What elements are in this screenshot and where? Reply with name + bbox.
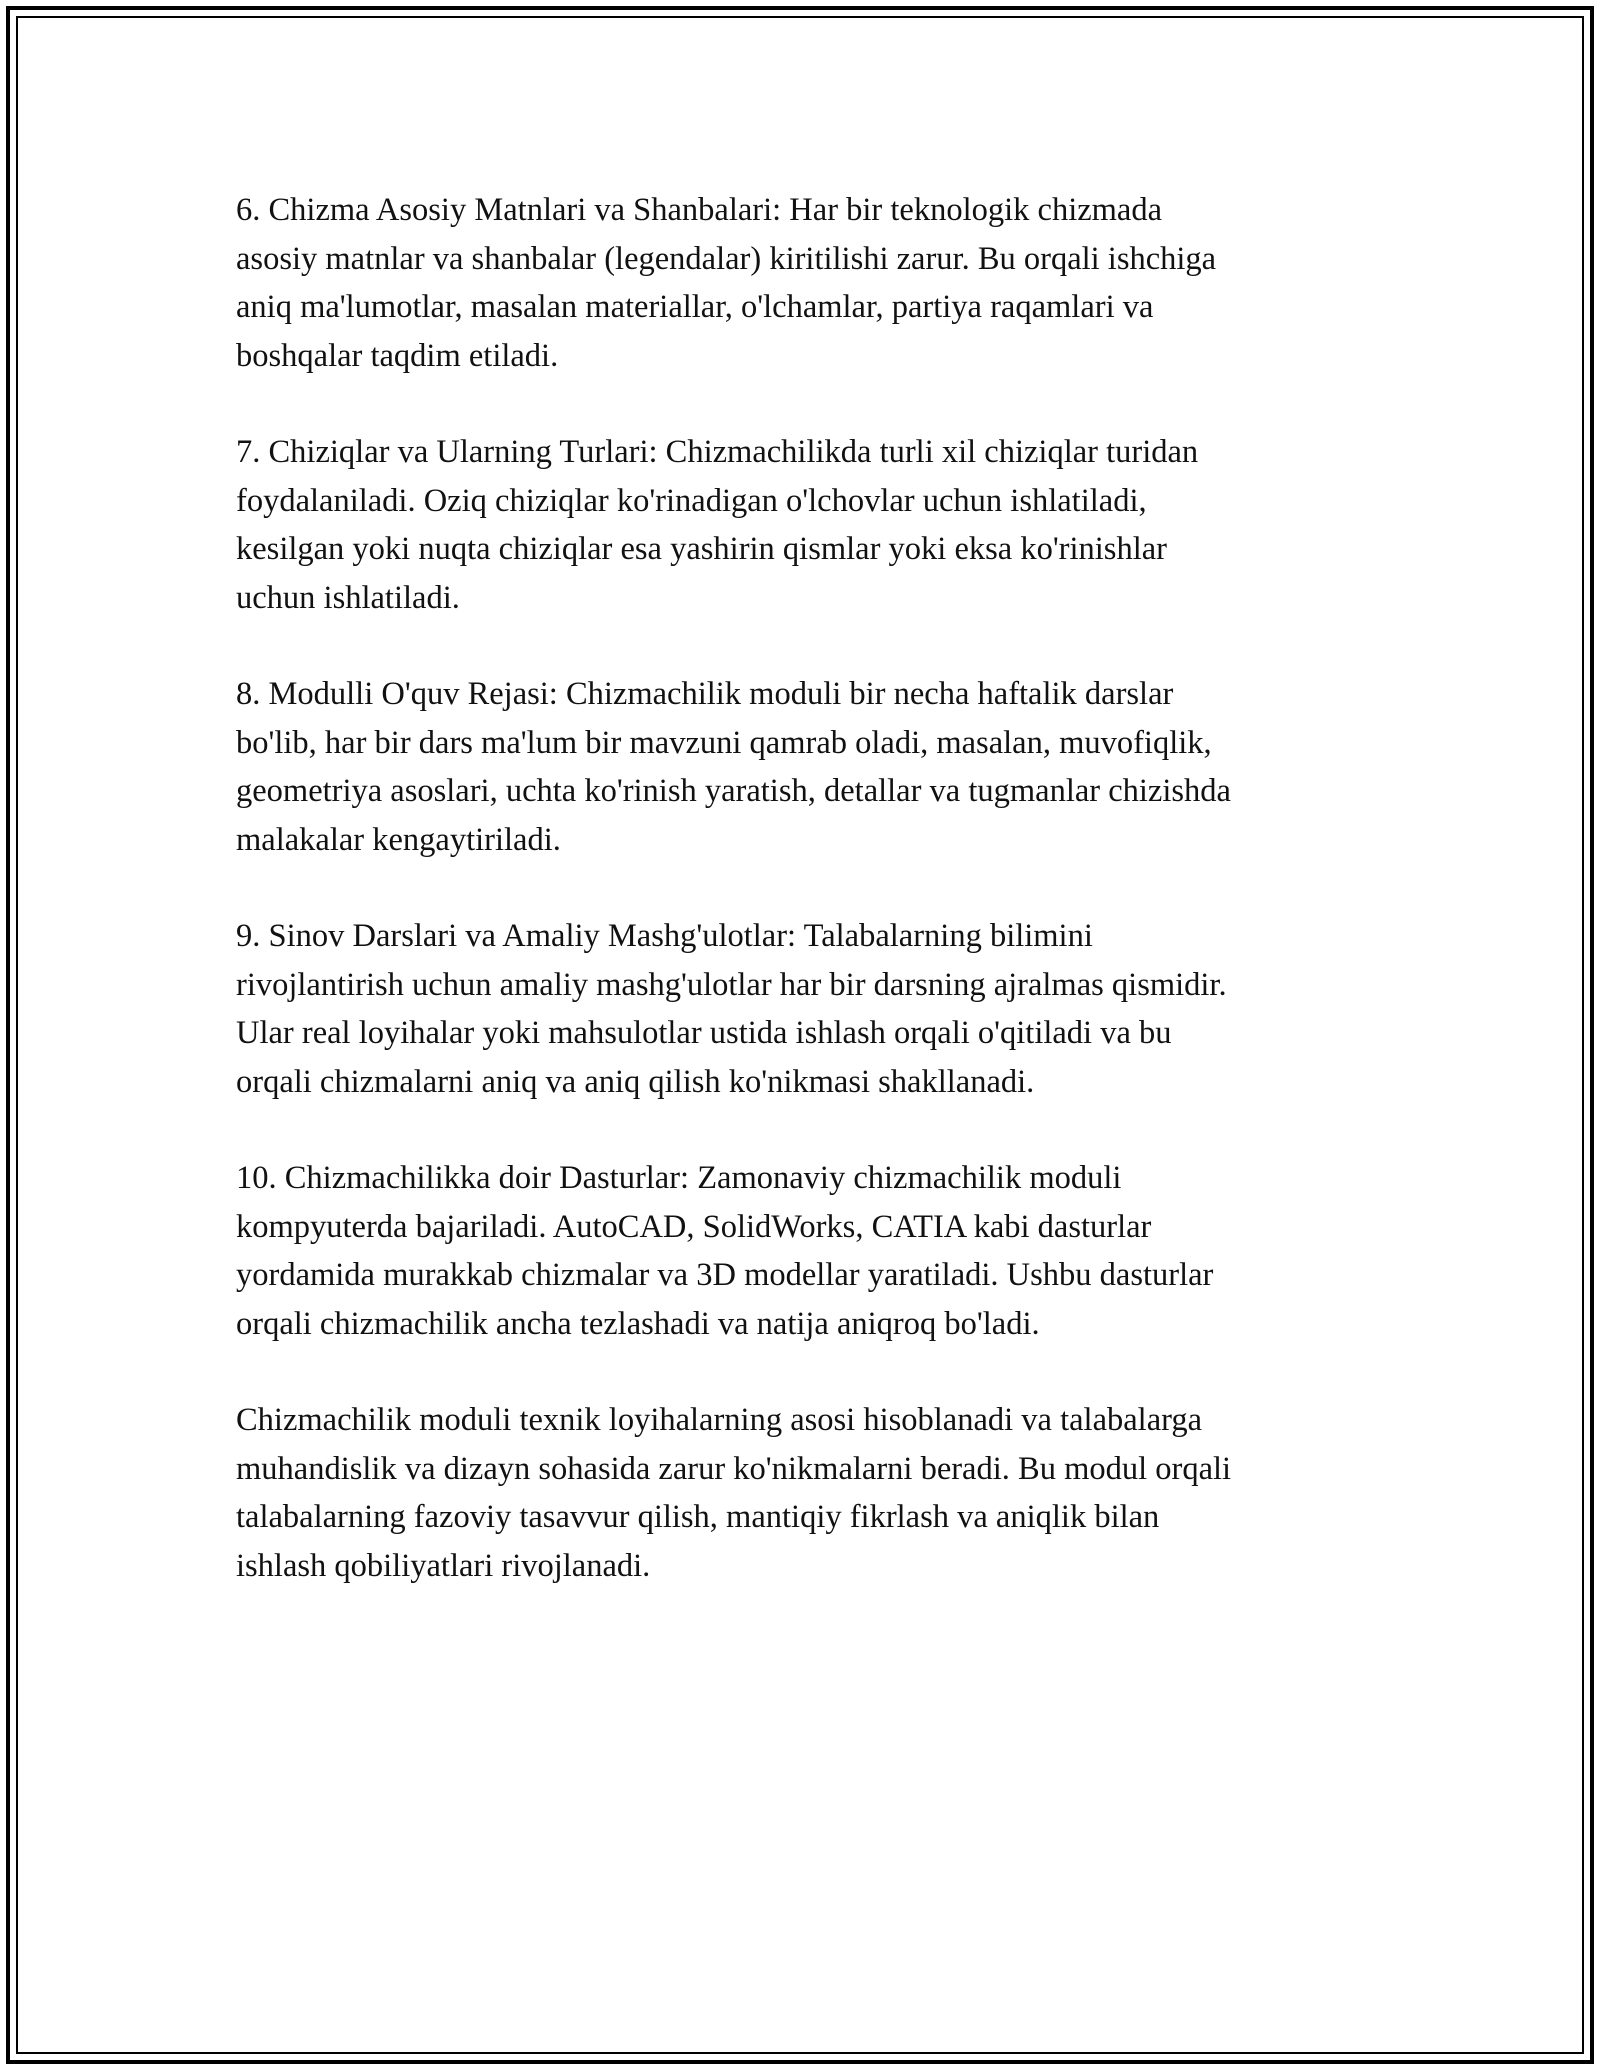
paragraph-7: 7. Chiziqlar va Ularning Turlari: Chizmachilikda turli xil chiziqlar turidan foydalaniladi. Oziq chiziqlar ko'rinadigan o'lchovlar uchun ishlatiladi, kesilgan yoki nuqta chiziqlar esa yashirin qismlar yoki eksa ko'rinishlar uchun ishlatiladi. bbox=[236, 434, 1199, 616]
paragraph-conclusion: Chizmachilik moduli texnik loyihalarning asosi hisoblanadi va talabalarga muhandislik va dizayn sohasida zarur ko'nikmalarni beradi. Bu modul orqali talabalarning fazoviy tasavvur qilish, mantiqiy fikrlash va aniqlik bilan ishlash qobiliyatlari rivojlanadi. bbox=[236, 1402, 1232, 1584]
paragraph-10: 10. Chizmachilikka doir Dasturlar: Zamonaviy chizmachilik moduli kompyuterda bajariladi. AutoCAD, SolidWorks, CATIA kabi dasturlar yordamida murakkab chizmalar va 3D modellar yaratiladi. Ushbu dasturlar orqali chizmachilik ancha tezlashadi va natija aniqroq bo'ladi. bbox=[236, 1160, 1214, 1342]
paragraph-6: 6. Chizma Asosiy Matnlari va Shanbalari: Har bir teknologik chizmada asosiy matnlar va shanbalar (legendalar) kiritilishi zarur. Bu orqali ishchiga aniq ma'lumotlar, masalan materiallar, o'lchamlar, partiya raqamlari va boshqalar taqdim etiladi. bbox=[236, 192, 1217, 374]
paragraph-8: 8. Modulli O'quv Rejasi: Chizmachilik moduli bir necha haftalik darslar bo'lib, har bir dars ma'lum bir mavzuni qamrab oladi, masalan, muvofiqlik, geometriya asoslari, uchta ko'rinish yaratish, detallar va tugmanlar chizishda malakalar kengaytiriladi. bbox=[236, 676, 1231, 858]
paragraph-9: 9. Sinov Darslari va Amaliy Mashg'ulotlar: Talabalarning bilimini rivojlantirish uchun amaliy mashg'ulotlar har bir darsning ajralmas qismidir. Ular real loyihalar yoki mahsulotlar ustida ishlash orqali o'qitiladi va bu orqali chizmalarni aniq va aniq qilish ko'nikmasi shakllanadi. bbox=[236, 918, 1227, 1100]
document-body bbox=[236, 186, 1376, 1638]
